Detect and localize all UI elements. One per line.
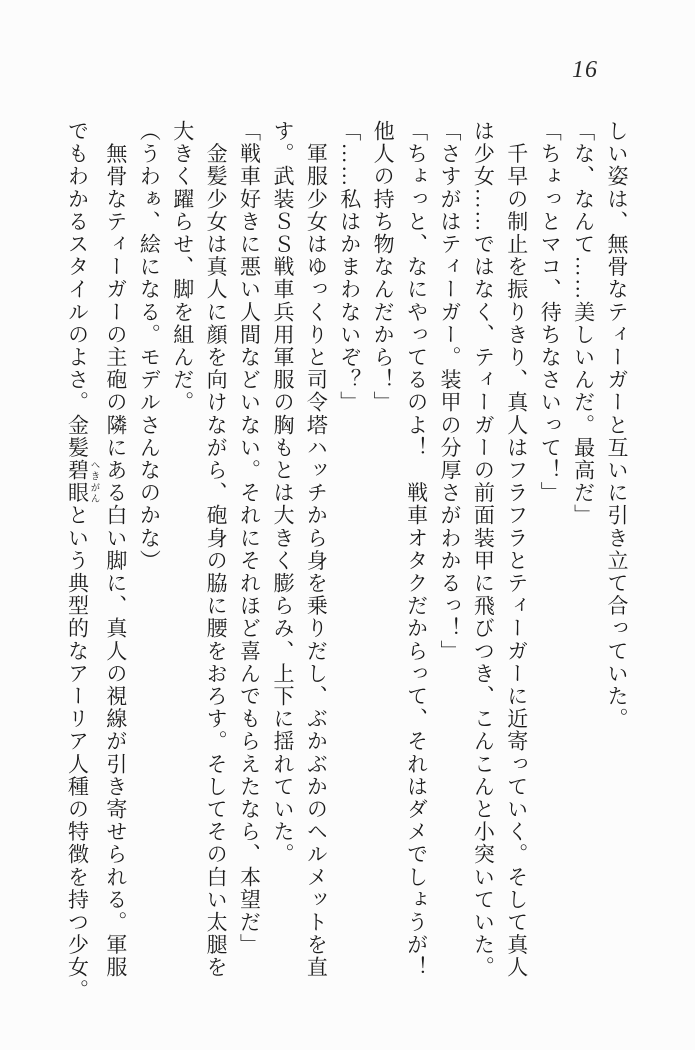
text-line: 大きく躍らせ、脚を組んだ。 (170, 120, 195, 414)
ruby-furigana: へきがん (88, 459, 99, 505)
text-line: 千早の制止を振りきり、真人はフラフラとティーガーに近寄っていく。そして真人 (504, 120, 529, 979)
text-line: 「さすがはティーガー。装甲の分厚さがわかるっ！」 (437, 120, 462, 663)
text-line: 無骨なティーガーの主砲の隣にある白い脚に、真人の視線が引き寄せられる。軍服 (103, 120, 128, 979)
page-text-block (60, 120, 633, 1010)
text-line: しい姿は、無骨なティーガーと互いに引き立て合っていた。 (605, 120, 629, 731)
text-segment: という典型的なアーリア人種の特徴を持つ少女。 (65, 504, 90, 1002)
ruby-base: 碧眼 (65, 459, 90, 505)
text-line: 「な、なんて……美しいんだ。最高だ」 (571, 120, 596, 527)
text-line: 金髪少女は真人に顔を向けながら、砲身の脇に腰をおろす。そしてその白い太腿を (204, 120, 229, 979)
text-line: （うわぁ、絵になる。モデルさんなのかな） (137, 120, 162, 572)
text-line: 「戦車好きに悪い人間などいない。それにそれほど喜んでもらえたなら、本望だ」 (237, 120, 262, 957)
text-line: 「ちょっと、なにやってるのよ！ 戦車オタクだからって、それはダメでしょうが！ (404, 120, 429, 979)
text-line: 他人の持ち物なんだから！」 (371, 120, 396, 414)
text-line (60, 120, 98, 1010)
text-line: は少女……ではなく、ティーガーの前面装甲に飛びつき、こんこんと小突いていた。 (471, 120, 496, 979)
text-line: 「……私はかまわないぞ？」 (337, 120, 362, 414)
text-line: 軍服少女はゆっくりと司令塔ハッチから身を乗りだし、ぶかぶかのヘルメットを直 (304, 120, 329, 979)
ruby-annotation (65, 459, 99, 505)
text-line: す。武装ＳＳ戦車兵用軍服の胸もとは大きく膨らみ、上下に揺れていた。 (270, 120, 295, 866)
page-number: 16 (572, 57, 598, 83)
text-line: 「ちょっとマコ、待ちなさいって！」 (538, 120, 563, 505)
text-segment: でもわかるスタイルのよさ。金髪 (65, 120, 90, 459)
